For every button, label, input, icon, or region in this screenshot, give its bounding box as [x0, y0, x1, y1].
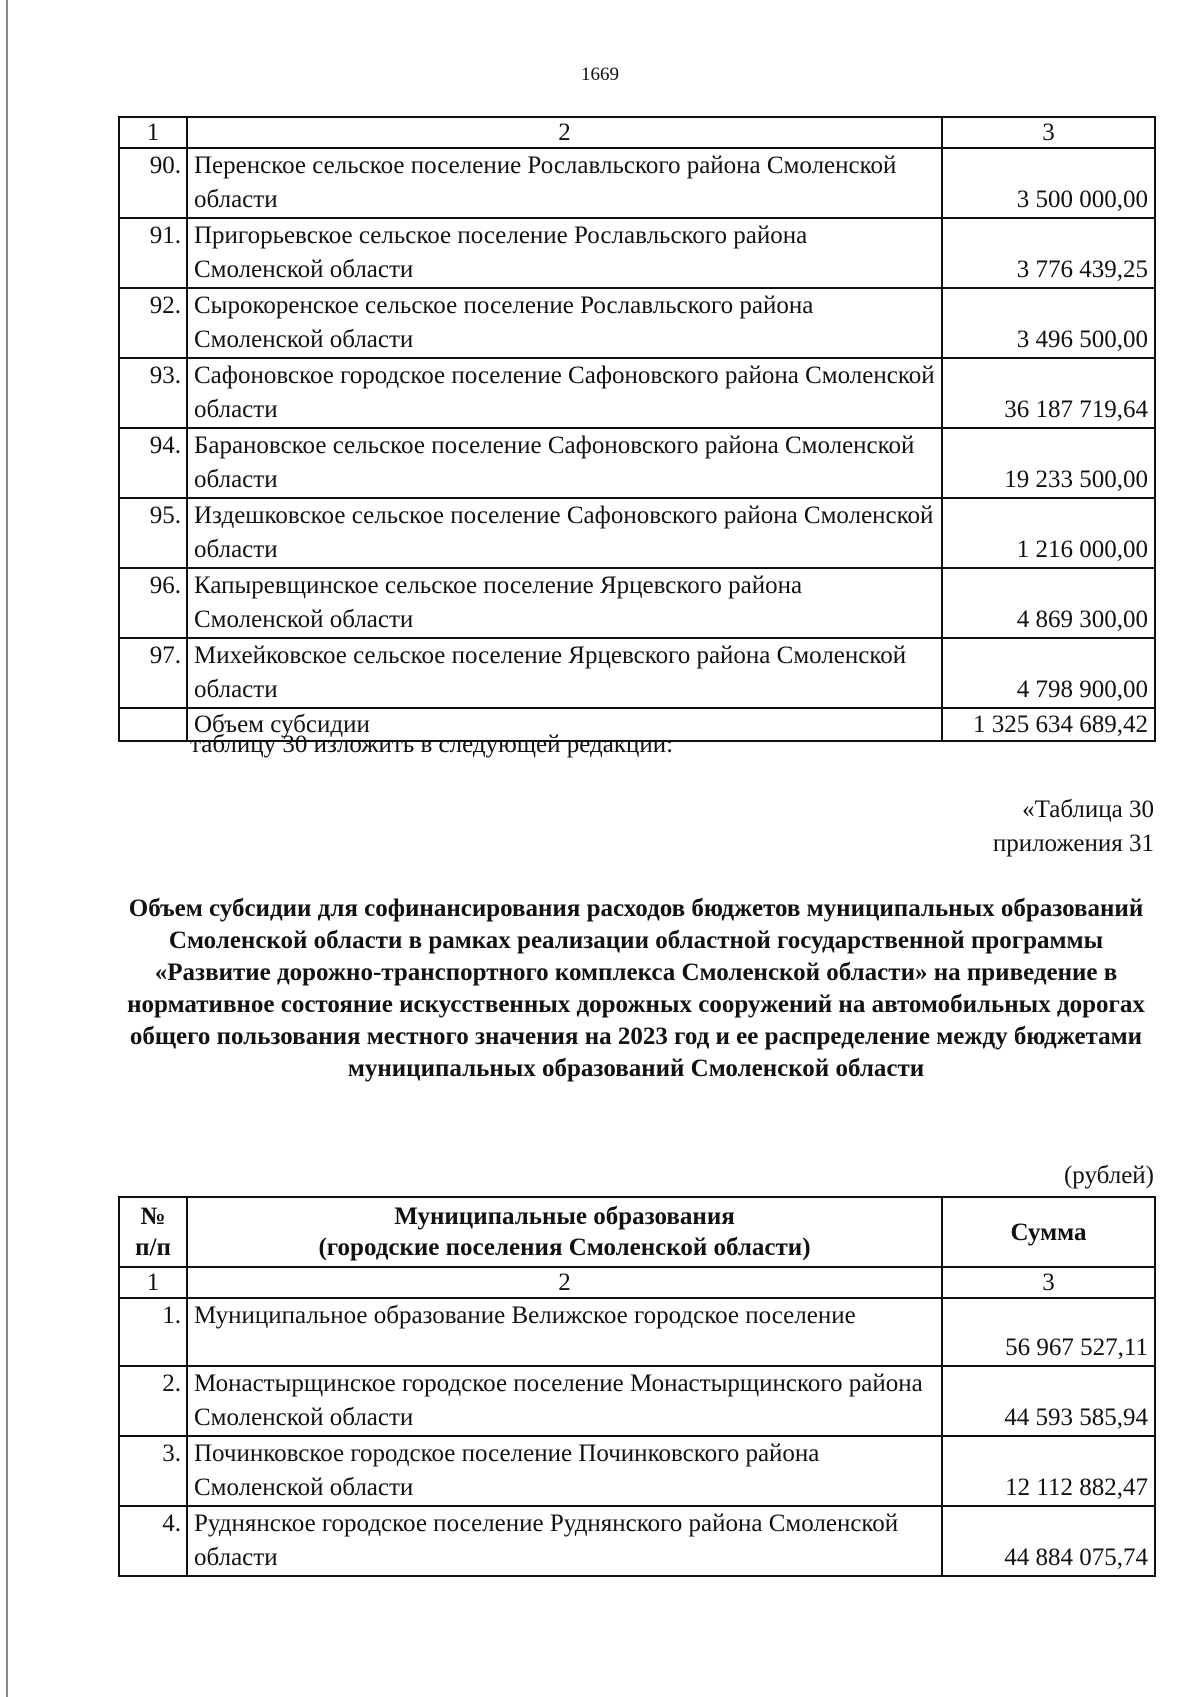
- subsidy-amount: 3 776 439,25: [942, 218, 1155, 288]
- column-number: 1: [119, 117, 187, 148]
- column-number: 3: [942, 1267, 1155, 1298]
- municipality-name: Муниципальное образование Велижское городское поселение: [187, 1298, 942, 1366]
- table-row: [119, 568, 1155, 638]
- row-number: 93.: [119, 358, 187, 428]
- column-number: 2: [187, 1267, 942, 1298]
- row-number: 96.: [119, 568, 187, 638]
- subsidy-amount: 4 798 900,00: [942, 638, 1155, 708]
- column-number-row: [119, 1267, 1155, 1298]
- row-number: 92.: [119, 288, 187, 358]
- table-row: [119, 358, 1155, 428]
- row-number: 94.: [119, 428, 187, 498]
- municipality-name: Починковское городское поселение Починковского района Смоленской области: [187, 1436, 942, 1506]
- page-number: 1669: [581, 64, 619, 85]
- header-number-line: №: [140, 1203, 166, 1230]
- row-number: 95.: [119, 498, 187, 568]
- row-number: 91.: [119, 218, 187, 288]
- column-number-row: [119, 117, 1155, 148]
- subsidy-amount: 56 967 527,11: [942, 1298, 1155, 1366]
- column-number: 3: [942, 117, 1155, 148]
- table-row: [119, 1436, 1155, 1506]
- subsidy-amount: 44 593 585,94: [942, 1366, 1155, 1436]
- units-label: (рублей): [1063, 1162, 1154, 1189]
- table-row: [119, 1506, 1155, 1576]
- table-row: [119, 428, 1155, 498]
- municipality-name: Перенское сельское поселение Рославльского района Смоленской области: [187, 148, 942, 218]
- subsidy-table-30: [118, 1196, 1156, 1577]
- subsidy-amount: 1 216 000,00: [942, 498, 1155, 568]
- table-reference: [993, 793, 1154, 861]
- subsidy-amount: 12 112 882,47: [942, 1436, 1155, 1506]
- subsidy-table-continued: [118, 116, 1156, 742]
- table-row: [119, 288, 1155, 358]
- table-row: [119, 148, 1155, 218]
- table-row: [119, 218, 1155, 288]
- subsidy-amount: 19 233 500,00: [942, 428, 1155, 498]
- subsidy-amount: 44 884 075,74: [942, 1506, 1155, 1576]
- row-number: 1.: [119, 1298, 187, 1366]
- municipality-name: Пригорьевское сельское поселение Рославльского района Смоленской области: [187, 218, 942, 288]
- table-row: [119, 1298, 1155, 1366]
- subsidy-amount: 3 496 500,00: [942, 288, 1155, 358]
- header-number-line: п/п: [135, 1234, 171, 1261]
- municipality-name: Капыревщинское сельское поселение Ярцевского района Смоленской области: [187, 568, 942, 638]
- row-number: 4.: [119, 1506, 187, 1576]
- municipality-name: Сафоновское городское поселение Сафоновского района Смоленской области: [187, 358, 942, 428]
- column-number: 2: [187, 117, 942, 148]
- row-number: 97.: [119, 638, 187, 708]
- table-title: Объем субсидии для софинансирования расходов бюджетов муниципальных образований Смоленской области в рамках реализации областной государственной программы «Развитие дорожно-транспортного комплекса Смоленской области» на приведение в нормативное состояние искусственных дорожных сооружений на автомобильных дорогах общего пользования местного значения на 2023 год и ее распределение между бюджетами муниципальных образований Смоленской области: [127, 895, 1145, 1082]
- header-sum: Сумма: [942, 1197, 1155, 1267]
- total-amount: 1 325 634 689,42: [942, 708, 1155, 741]
- header-municipalities: [187, 1197, 942, 1267]
- header-municipalities-line: (городские поселения Смоленской области): [318, 1234, 811, 1261]
- municipality-name: Сырокоренское сельское поселение Рославльского района Смоленской области: [187, 288, 942, 358]
- empty-cell: [119, 708, 187, 741]
- municipality-name: Руднянское городское поселение Руднянского района Смоленской области: [187, 1506, 942, 1576]
- row-number: 2.: [119, 1366, 187, 1436]
- table-reference-line: приложения 31: [992, 830, 1154, 857]
- subsidy-amount: 36 187 719,64: [942, 358, 1155, 428]
- header-number: [119, 1197, 187, 1267]
- subsidy-amount: 4 869 300,00: [942, 568, 1155, 638]
- municipality-name: Издешковское сельское поселение Сафоновского района Смоленской области: [187, 498, 942, 568]
- table-row: [119, 1366, 1155, 1436]
- page-edge-line: [6, 0, 8, 1697]
- subsidy-amount: 3 500 000,00: [942, 148, 1155, 218]
- municipality-name: Михейковское сельское поселение Ярцевского района Смоленской области: [187, 638, 942, 708]
- table-reference-line: «Таблица 30: [1022, 796, 1154, 823]
- municipality-name: Барановское сельское поселение Сафоновского района Смоленской области: [187, 428, 942, 498]
- amendment-instruction: таблицу 30 изложить в следующей редакции:: [190, 731, 674, 758]
- row-number: 90.: [119, 148, 187, 218]
- header-row: [119, 1197, 1155, 1267]
- total-label: Объем субсидии: [187, 708, 942, 741]
- row-number: 3.: [119, 1436, 187, 1506]
- header-municipalities-line: Муниципальные образования: [394, 1203, 735, 1230]
- column-number: 1: [119, 1267, 187, 1298]
- table-row: [119, 638, 1155, 708]
- municipality-name: Монастырщинское городское поселение Монастырщинского района Смоленской области: [187, 1366, 942, 1436]
- table-row: [119, 498, 1155, 568]
